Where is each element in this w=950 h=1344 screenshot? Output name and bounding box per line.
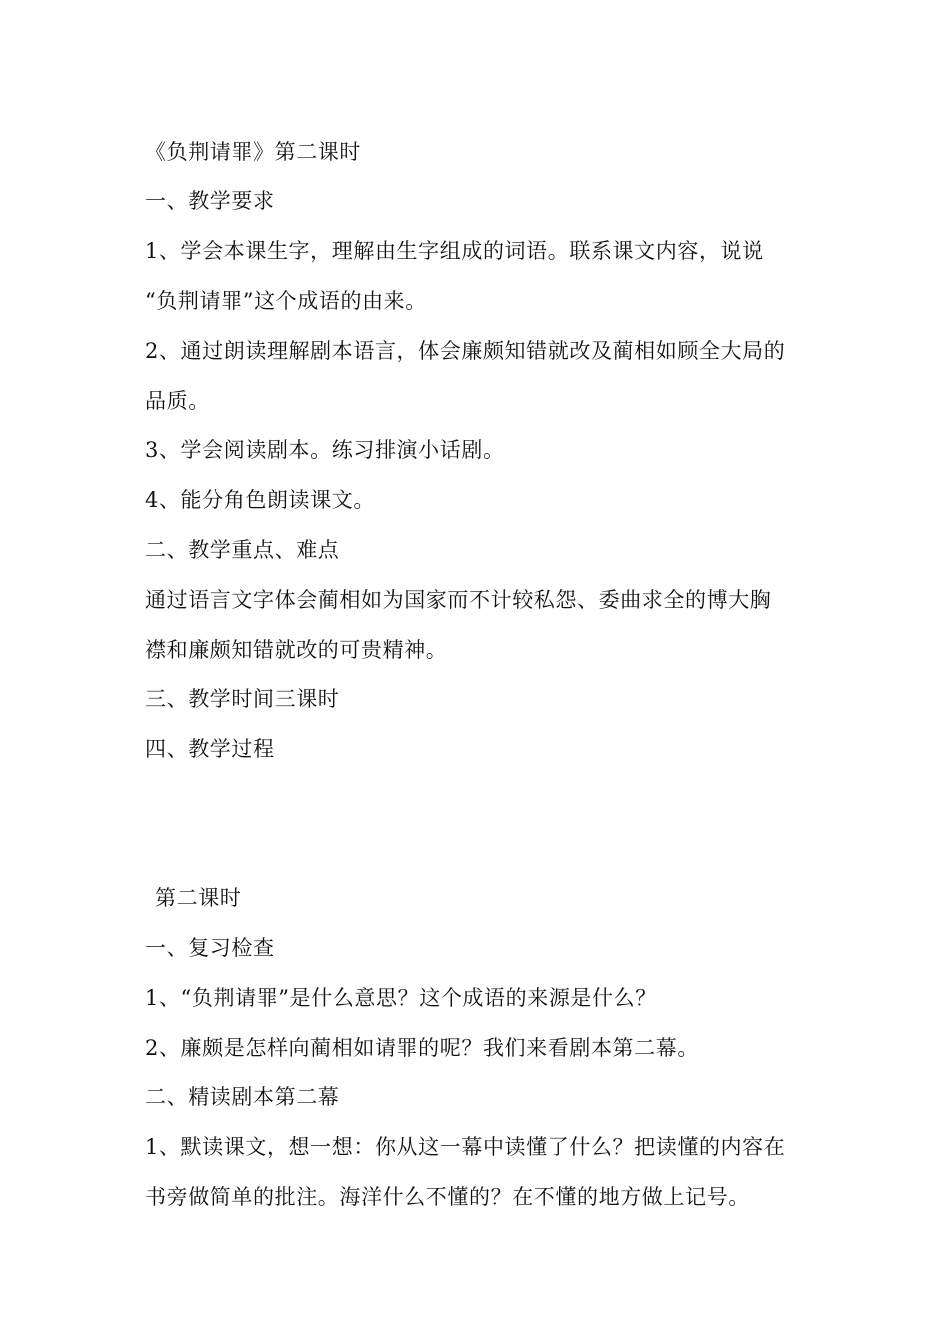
requirement-1-line-2: “负荆请罪”这个成语的由来。 [145, 289, 427, 313]
key-points-line-2: 襟和廉颇知错就改的可贵精神。 [145, 638, 448, 662]
teaching-process-heading: 四、教学过程 [145, 737, 275, 761]
requirement-1-line-1: 1、学会本课生字，理解由生字组成的词语。联系课文内容，说说 [145, 239, 764, 263]
requirement-3: 3、学会阅读剧本。练习排演小话剧。 [145, 438, 505, 462]
requirement-2-line-2: 品质。 [145, 389, 210, 413]
requirement-2-line-1: 2、通过朗读理解剧本语言，体会廉颇知错就改及蔺相如顾全大局的 [145, 339, 786, 363]
close-reading-1-line-1: 1、默读课文，想一想：你从这一幕中读懂了什么？把读懂的内容在 [145, 1135, 786, 1159]
teaching-time: 三、教学时间三课时 [145, 687, 340, 711]
teaching-requirements-heading: 一、教学要求 [145, 189, 275, 213]
second-lesson-title: 第二课时 [155, 886, 242, 910]
key-points-line-1: 通过语言文字体会蔺相如为国家而不计较私怨、委曲求全的博大胸 [145, 588, 772, 612]
requirement-4: 4、能分角色朗读课文。 [145, 488, 375, 512]
close-reading-1-line-2: 书旁做简单的批注。海洋什么不懂的？在不懂的地方做上记号。 [145, 1185, 750, 1209]
review-heading: 一、复习检查 [145, 936, 275, 960]
lesson-title: 《负荆请罪》第二课时 [145, 140, 361, 164]
review-question-2: 2、廉颇是怎样向蔺相如请罪的呢？我们来看剧本第二幕。 [145, 1036, 699, 1060]
key-points-heading: 二、教学重点、难点 [145, 538, 340, 562]
review-question-1: 1、“负荆请罪”是什么意思？这个成语的来源是什么？ [145, 986, 657, 1010]
close-reading-heading: 二、精读剧本第二幕 [145, 1085, 340, 1109]
